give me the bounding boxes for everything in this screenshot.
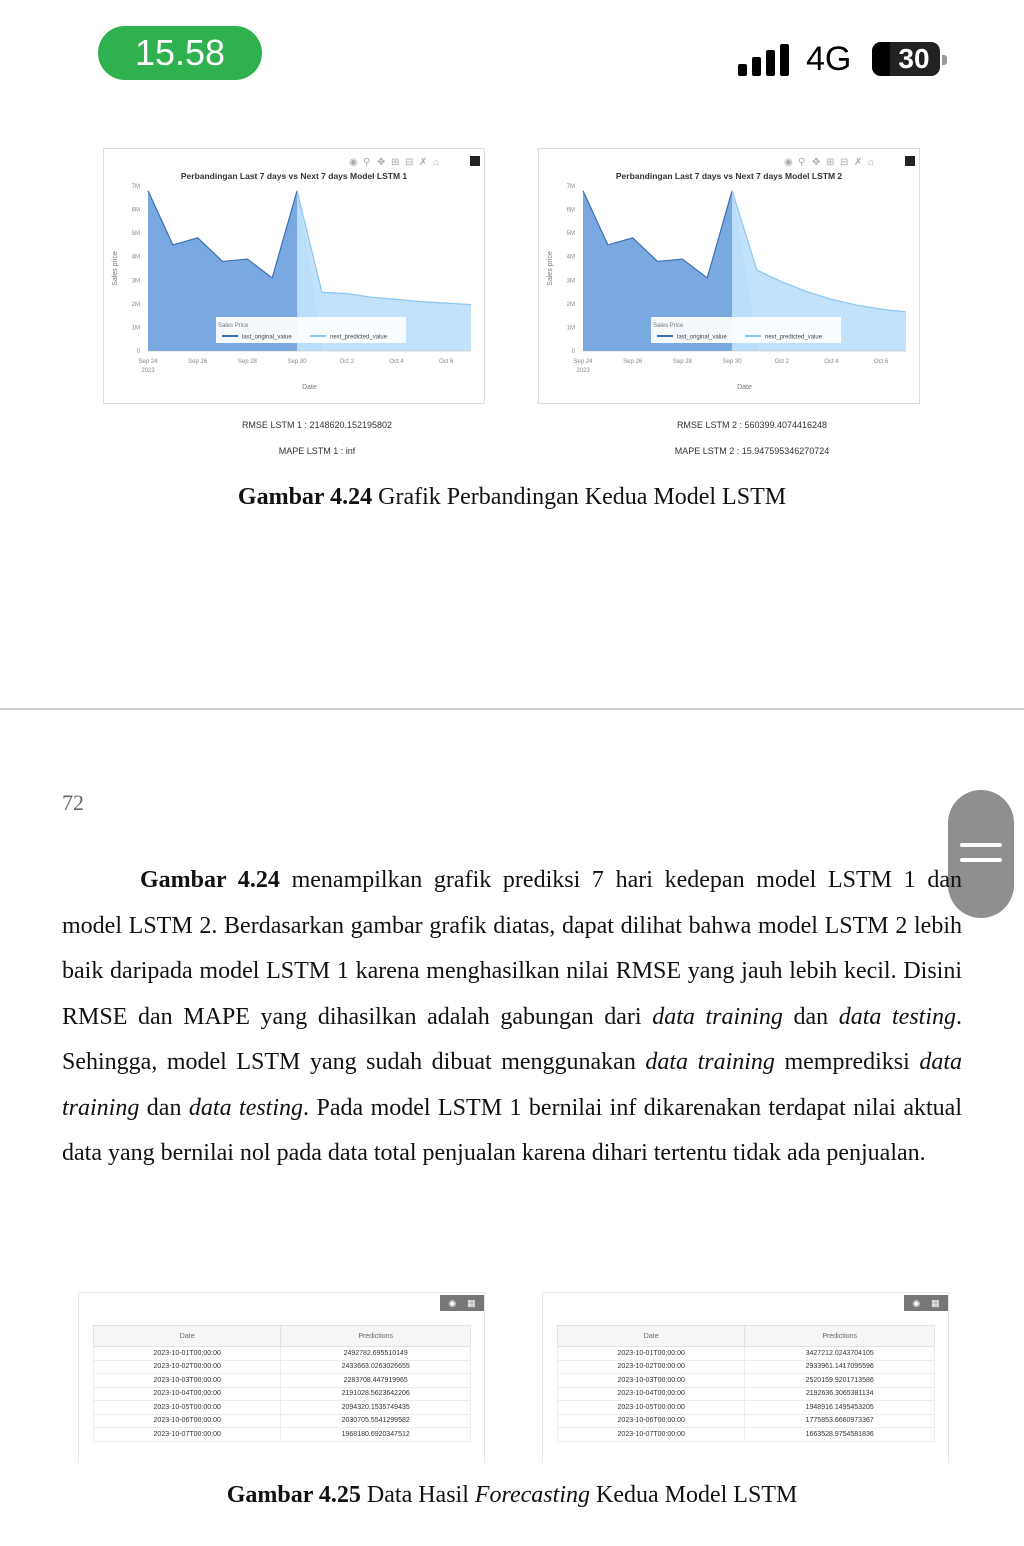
x-tick-label: 2023 xyxy=(141,368,155,374)
table-row xyxy=(558,1374,935,1388)
x-tick-label: Sep 28 xyxy=(237,359,257,365)
table-cell: 2030705.5541299582 xyxy=(281,1414,471,1428)
x-tick-label: Sep 26 xyxy=(188,359,208,365)
table-toolbar xyxy=(440,1295,484,1311)
table-header: Predictions xyxy=(281,1326,471,1347)
paragraph-segment: data training xyxy=(652,1003,783,1030)
figure-caption-4-25 xyxy=(0,1482,1024,1509)
rmse-lstm-2: RMSE LSTM 2 : 560399.4074416248 xyxy=(676,420,828,430)
table-cell: 2023-10-04T00:00:00 xyxy=(94,1387,281,1401)
body-paragraph xyxy=(62,858,962,1177)
scroll-handle-grip xyxy=(960,843,1002,847)
battery-cap xyxy=(942,55,947,65)
table-cell: 2023-10-07T00:00:00 xyxy=(94,1428,281,1442)
table-cell: 2191028.5623642206 xyxy=(281,1387,471,1401)
table-row xyxy=(94,1401,471,1415)
table-row xyxy=(558,1360,935,1374)
legend-item: next_predicted_value xyxy=(330,334,388,341)
forecast-table-lstm-2 xyxy=(542,1292,949,1463)
table-row xyxy=(94,1414,471,1428)
paragraph-segment: dan xyxy=(139,1094,189,1121)
autoscale-icon[interactable]: ✗ xyxy=(419,157,428,168)
table-cell: 2023-10-03T00:00:00 xyxy=(558,1374,745,1388)
table-cell: 2023-10-02T00:00:00 xyxy=(558,1360,745,1374)
table-row xyxy=(94,1374,471,1388)
chart-legend xyxy=(651,317,841,343)
table-row xyxy=(94,1387,471,1401)
mape-lstm-1: MAPE LSTM 1 : inf xyxy=(278,446,356,456)
paragraph-segment: data training xyxy=(62,1049,963,1121)
chart-lstm-1 xyxy=(103,148,485,404)
table-cell: 2023-10-03T00:00:00 xyxy=(94,1374,281,1388)
x-tick-label: 2023 xyxy=(576,368,590,374)
camera-icon[interactable]: ◉ xyxy=(784,157,793,168)
paragraph-segment: data testing xyxy=(838,1003,957,1030)
y-tick-label: 1M xyxy=(131,325,140,332)
page-divider xyxy=(0,708,1024,710)
network-type: 4G xyxy=(806,40,852,78)
y-tick-label: 4M xyxy=(566,254,575,261)
mape-lstm-2: MAPE LSTM 2 : 15.947595346270724 xyxy=(674,446,830,456)
table-header: Date xyxy=(558,1326,745,1347)
table-cell: 1968180.6920347512 xyxy=(281,1428,471,1442)
y-tick-label: 2M xyxy=(131,301,140,308)
table-header: Predictions xyxy=(745,1326,935,1347)
table-row xyxy=(94,1347,471,1361)
paragraph-segment: data training xyxy=(645,1049,775,1075)
x-tick-label: Sep 24 xyxy=(138,359,158,365)
plotly-logo-icon[interactable]: ▦ xyxy=(467,1297,476,1308)
legend-title: Sales Price xyxy=(653,323,684,329)
predictions-table xyxy=(93,1325,471,1442)
zoom-out-icon[interactable]: ⊟ xyxy=(840,157,849,168)
caption-post: Kedua Model LSTM xyxy=(589,1482,798,1508)
x-tick-label: Sep 28 xyxy=(672,359,692,365)
chart-svg xyxy=(539,149,919,403)
table-cell: 2023-10-06T00:00:00 xyxy=(558,1414,745,1428)
table-cell: 2433663.0263026655 xyxy=(281,1360,471,1374)
y-tick-label: 4M xyxy=(131,254,140,261)
autoscale-icon[interactable]: ✗ xyxy=(854,157,863,168)
y-tick-label: 5M xyxy=(131,231,140,238)
table-row xyxy=(558,1387,935,1401)
table-header: Date xyxy=(94,1326,281,1347)
x-tick-label: Sep 30 xyxy=(722,359,742,365)
legend-item: last_original_value xyxy=(677,334,727,341)
forecast-table-lstm-1 xyxy=(78,1292,485,1463)
y-tick-label: 2M xyxy=(566,301,575,308)
table-cell: 1663528.9754581836 xyxy=(745,1428,935,1442)
table-row xyxy=(94,1360,471,1374)
chart-svg xyxy=(104,149,484,403)
table-cell: 2023-10-07T00:00:00 xyxy=(558,1428,745,1442)
battery-level: 30 xyxy=(898,43,930,74)
x-tick-label: Oct 4 xyxy=(824,359,839,365)
zoom-out-icon[interactable]: ⊟ xyxy=(405,157,414,168)
paragraph-segment: data testing xyxy=(188,1094,304,1121)
plotly-logo-icon[interactable] xyxy=(470,156,480,166)
plotly-logo-icon[interactable] xyxy=(905,156,915,166)
camera-icon[interactable]: ◉ xyxy=(912,1297,921,1308)
predictions-table xyxy=(557,1325,935,1442)
table-cell: 1948916.1495453205 xyxy=(745,1401,935,1415)
scroll-handle-grip xyxy=(960,858,1002,862)
home-icon[interactable]: ⌂ xyxy=(868,157,875,168)
y-tick-label: 7M xyxy=(566,184,575,190)
table-row xyxy=(558,1347,935,1361)
y-tick-label: 7M xyxy=(131,184,140,190)
paragraph-segment: memprediksi xyxy=(774,1049,920,1075)
plotly-logo-icon[interactable]: ▦ xyxy=(931,1297,940,1308)
y-tick-label: 1M xyxy=(566,325,575,332)
x-tick-label: Oct 6 xyxy=(873,359,889,365)
table-cell: 2492782.695510149 xyxy=(281,1347,471,1361)
table-cell: 2023-10-05T00:00:00 xyxy=(558,1401,745,1415)
x-tick-label: Oct 2 xyxy=(774,359,789,365)
table-cell: 2023-10-06T00:00:00 xyxy=(94,1414,281,1428)
legend-item: next_predicted_value xyxy=(765,334,823,341)
pan-icon[interactable]: ✥ xyxy=(377,157,386,168)
zoom-icon[interactable]: ⚲ xyxy=(798,157,806,168)
table-row xyxy=(558,1401,935,1415)
y-tick-label: 6M xyxy=(131,207,140,214)
table-cell: 2023-10-02T00:00:00 xyxy=(94,1360,281,1374)
table-cell: 2520159.9201713586 xyxy=(745,1374,935,1388)
paragraph-segment: Gambar 4.24 xyxy=(140,867,280,893)
x-tick-label: Sep 24 xyxy=(573,359,593,365)
caption-pre: Data Hasil xyxy=(360,1482,475,1508)
x-tick-label: Sep 30 xyxy=(287,359,307,365)
caption-text: Grafik Perbandingan Kedua Model LSTM xyxy=(372,484,787,510)
y-tick-label: 0 xyxy=(571,349,575,355)
pan-icon[interactable]: ✥ xyxy=(812,157,821,168)
paragraph-segment: menampilkan grafik prediksi 7 hari kedepan model LSTM 1 dan model LSTM 2. Berdasarkan gambar grafik diatas, dapat dilihat bahwa model LSTM 2 lebih baik daripada model LSTM 1 karena menghasilkan nilai RMSE yang jauh lebih kecil. Disini RMSE dan MAPE yang dihasilkan adalah gabungan dari xyxy=(62,867,962,1030)
caption-italic: Forecasting xyxy=(474,1482,590,1508)
chart-legend xyxy=(216,317,406,343)
home-icon[interactable]: ⌂ xyxy=(433,157,440,168)
camera-icon[interactable]: ◉ xyxy=(349,157,358,168)
table-cell: 2094320.1535749435 xyxy=(281,1401,471,1415)
zoom-icon[interactable]: ⚲ xyxy=(363,157,371,168)
legend-item: last_original_value xyxy=(242,334,292,341)
rmse-lstm-1: RMSE LSTM 1 : 2148620.152195802 xyxy=(241,420,393,430)
legend-title: Sales Price xyxy=(218,323,249,329)
x-tick-label: Oct 4 xyxy=(389,359,404,365)
table-cell: 3427212.0243704105 xyxy=(745,1347,935,1361)
table-cell: 1775853.6660973367 xyxy=(745,1414,935,1428)
table-toolbar xyxy=(904,1295,948,1311)
status-time: 15.58 xyxy=(98,26,262,80)
table-cell: 2023-10-01T00:00:00 xyxy=(558,1347,745,1361)
paragraph-segment: . Pada model LSTM 1 bernilai inf dikarenakan terdapat nilai aktual data yang bernilai nol pada data total penjualan karena dihari tertentu tidak ada penjualan. xyxy=(62,1094,962,1166)
x-tick-label: Sep 26 xyxy=(623,359,643,365)
y-tick-label: 0 xyxy=(136,349,140,355)
x-axis-label: Date xyxy=(737,384,752,391)
paragraph-segment: dan xyxy=(782,1003,839,1030)
chart-lstm-2 xyxy=(538,148,920,404)
signal-icon xyxy=(738,44,790,76)
table-cell: 2023-10-04T00:00:00 xyxy=(558,1387,745,1401)
battery-icon xyxy=(872,42,940,76)
chart-title: Perbandingan Last 7 days vs Next 7 days Model LSTM 2 xyxy=(615,171,843,181)
x-tick-label: Oct 6 xyxy=(438,359,454,365)
figure-caption-4-24 xyxy=(0,484,1024,511)
table-cell: 2023-10-01T00:00:00 xyxy=(94,1347,281,1361)
y-tick-label: 3M xyxy=(131,278,140,285)
y-tick-label: 6M xyxy=(566,207,575,214)
series-line-next_predicted_value xyxy=(297,191,471,305)
y-tick-label: 5M xyxy=(566,231,575,238)
table-cell: 2283708.447919965 xyxy=(281,1374,471,1388)
table-cell: 2023-10-05T00:00:00 xyxy=(94,1401,281,1415)
x-axis-label: Date xyxy=(302,384,317,391)
table-row xyxy=(94,1428,471,1442)
y-tick-label: 3M xyxy=(566,278,575,285)
table-row xyxy=(558,1428,935,1442)
caption-label: Gambar 4.24 xyxy=(237,484,373,510)
y-axis-label: Sales price xyxy=(112,251,119,286)
table-row xyxy=(558,1414,935,1428)
paragraph-segment: . Sehingga, model LSTM yang sudah dibuat menggunakan xyxy=(62,1003,963,1075)
table-cell: 2192636.3065381134 xyxy=(745,1387,935,1401)
page-number: 72 xyxy=(62,790,84,815)
zoom-in-icon[interactable]: ⊞ xyxy=(826,157,835,168)
table-cell: 2933961.1417095596 xyxy=(745,1360,935,1374)
chart-title: Perbandingan Last 7 days vs Next 7 days Model LSTM 1 xyxy=(180,171,408,181)
y-axis-label: Sales price xyxy=(547,251,554,286)
x-tick-label: Oct 2 xyxy=(339,359,354,365)
caption-label: Gambar 4.25 xyxy=(226,1482,361,1508)
zoom-in-icon[interactable]: ⊞ xyxy=(391,157,400,168)
camera-icon[interactable]: ◉ xyxy=(448,1297,457,1308)
